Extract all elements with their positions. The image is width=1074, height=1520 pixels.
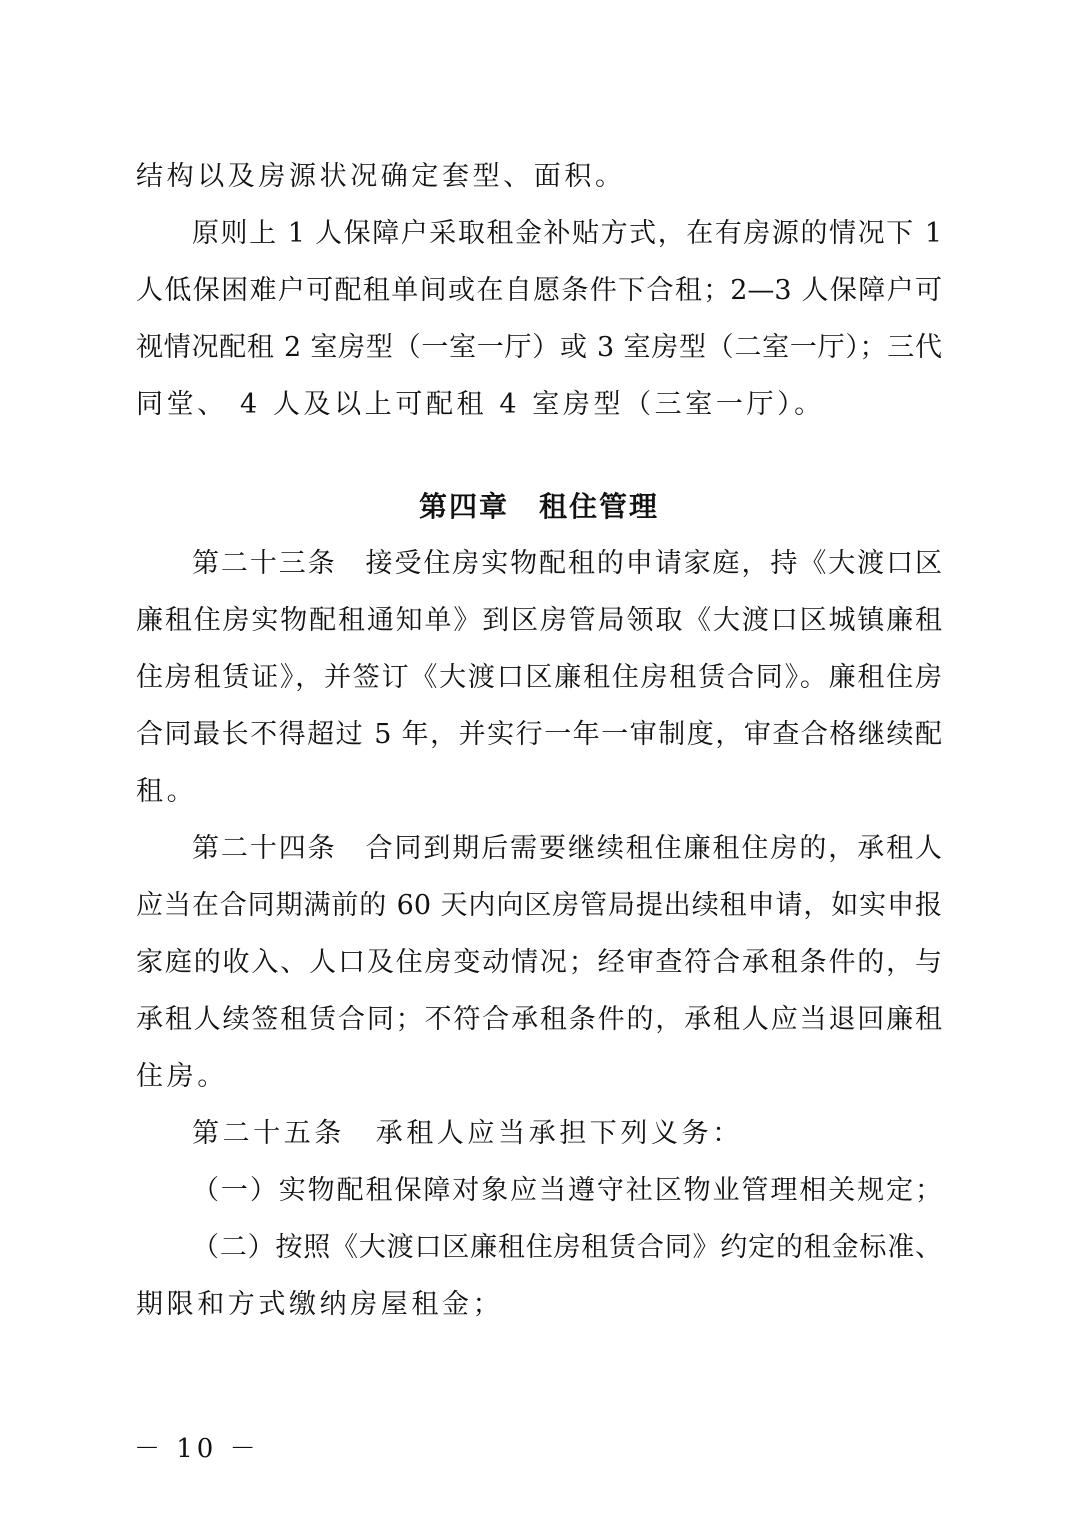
list-item: （一）实物配租保障对象应当遵守社区物业管理相关规定； [192,1175,942,1206]
chapter-heading: 第四章 租住管理 [418,490,659,523]
paragraph-line: 合同最长不得超过 5 年，并实行一年一审制度，审查合格继续配 [136,719,942,750]
paragraph-line: 住房租赁证》，并签订《大渡口区廉租住房租赁合同》。廉租住房 [136,662,942,693]
paragraph-line: 承租人续签租赁合同；不符合承租条件的，承租人应当退回廉租 [136,1004,942,1035]
paragraph-line: 视情况配租 2 室房型（一室一厅）或 3 室房型（二室一厅）；三代 [136,332,942,363]
paragraph-line: 应当在合同期满前的 60 天内向区房管局提出续租申请，如实申报 [136,890,942,921]
paragraph-line: 租。 [136,776,198,807]
page-number: － 10 － [134,1434,260,1464]
paragraph-line: 廉租住房实物配租通知单》到区房管局领取《大渡口区城镇廉租 [136,605,942,636]
paragraph-line: 第二十三条 接受住房实物配租的申请家庭，持《大渡口区 [192,548,942,579]
paragraph-line: 原则上 1 人保障户采取租金补贴方式，在有房源的情况下 1 [192,218,942,249]
paragraph-line: 第二十四条 合同到期后需要继续租住廉租住房的，承租人 [192,833,942,864]
paragraph-line: 家庭的收入、人口及住房变动情况；经审查符合承租条件的，与 [136,947,942,978]
paragraph-line: 期限和方式缴纳房屋租金； [136,1289,504,1320]
paragraph-line: 住房。 [136,1061,228,1092]
paragraph-line: 结构以及房源状况确定套型、面积。 [136,161,626,192]
paragraph-line: 第二十五条 承租人应当承担下列义务： [192,1118,743,1149]
list-item: （二）按照《大渡口区廉租住房租赁合同》约定的租金标准、 [192,1232,942,1263]
paragraph-line: 同堂、 4 人及以上可配租 4 室房型（三室一厅）。 [136,389,825,420]
paragraph-line: 人低保困难户可配租单间或在自愿条件下合租；2—3 人保障户可 [136,275,942,306]
